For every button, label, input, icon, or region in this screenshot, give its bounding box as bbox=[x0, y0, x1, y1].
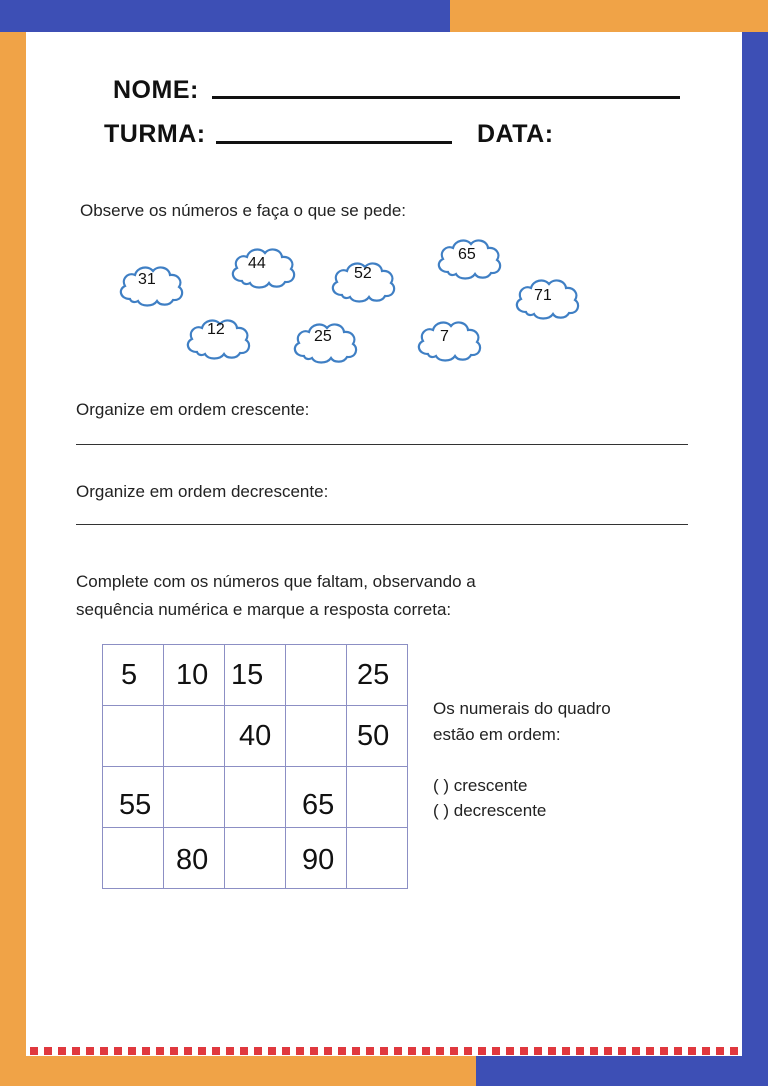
nome-label: NOME: bbox=[113, 76, 199, 104]
grid-row bbox=[103, 828, 408, 889]
grid-cell-empty[interactable] bbox=[164, 767, 225, 828]
grid-row bbox=[103, 706, 408, 767]
grid-cell bbox=[103, 767, 164, 828]
grid-question-line2: estão em ordem: bbox=[433, 725, 561, 744]
frame-bottom-orange bbox=[26, 1056, 476, 1086]
cloud bbox=[183, 314, 253, 362]
grid-number: 80 bbox=[176, 844, 209, 876]
grid-row bbox=[103, 767, 408, 828]
grid-cell-empty[interactable] bbox=[164, 706, 225, 767]
cloud-number: 31 bbox=[138, 271, 156, 288]
frame-left-orange bbox=[0, 32, 26, 1086]
cloud bbox=[228, 243, 298, 291]
cloud bbox=[414, 316, 484, 364]
grid-cell bbox=[286, 767, 347, 828]
option-decrescente[interactable]: ( ) decrescente bbox=[433, 801, 547, 820]
cloud-number: 12 bbox=[207, 321, 225, 338]
frame-top-blue bbox=[0, 0, 450, 32]
data-label: DATA: bbox=[477, 120, 554, 148]
turma-label: TURMA: bbox=[104, 120, 206, 148]
grid-cell-empty[interactable] bbox=[103, 828, 164, 889]
frame-bottom-blue bbox=[476, 1056, 742, 1086]
turma-field[interactable] bbox=[216, 141, 452, 144]
cloud bbox=[116, 261, 186, 309]
complete-instruction-line2: sequência numérica e marque a resposta correta: bbox=[76, 600, 452, 619]
nome-field[interactable] bbox=[212, 96, 680, 99]
cloud bbox=[328, 257, 398, 305]
grid-cell-empty[interactable] bbox=[347, 828, 408, 889]
grid-number: 55 bbox=[119, 789, 152, 821]
grid-cell bbox=[225, 645, 286, 706]
crescente-answer-line[interactable] bbox=[76, 444, 688, 445]
grid-cell bbox=[164, 828, 225, 889]
cloud bbox=[434, 234, 504, 282]
decorative-dashed-border bbox=[30, 1047, 738, 1055]
grid-cell bbox=[103, 645, 164, 706]
grid-number: 40 bbox=[239, 720, 272, 752]
grid-number: 50 bbox=[357, 720, 390, 752]
cloud-number: 65 bbox=[458, 246, 476, 263]
cloud bbox=[290, 318, 360, 366]
cloud-icon bbox=[414, 316, 484, 364]
grid-number: 90 bbox=[302, 844, 335, 876]
grid-cell bbox=[286, 828, 347, 889]
grid-cell-empty[interactable] bbox=[286, 645, 347, 706]
grid-question-line1: Os numerais do quadro bbox=[433, 699, 611, 718]
complete-instruction-line1: Complete com os números que faltam, observando a bbox=[76, 572, 476, 591]
crescente-instruction: Organize em ordem crescente: bbox=[76, 400, 310, 419]
grid-number: 10 bbox=[176, 659, 209, 691]
grid-number: 15 bbox=[231, 659, 264, 691]
number-grid bbox=[102, 644, 408, 889]
grid-row bbox=[103, 645, 408, 706]
observe-instruction: Observe os números e faça o que se pede: bbox=[80, 201, 407, 220]
decrescente-instruction: Organize em ordem decrescente: bbox=[76, 482, 329, 501]
cloud-number: 44 bbox=[248, 255, 266, 272]
grid-cell-empty[interactable] bbox=[347, 767, 408, 828]
grid-cell bbox=[347, 706, 408, 767]
option-crescente[interactable]: ( ) crescente bbox=[433, 776, 528, 795]
grid-cell-empty[interactable] bbox=[103, 706, 164, 767]
cloud-number: 52 bbox=[354, 265, 372, 282]
grid-cell-empty[interactable] bbox=[225, 767, 286, 828]
cloud-number: 7 bbox=[440, 328, 449, 345]
grid-cell-empty[interactable] bbox=[225, 828, 286, 889]
grid-number: 5 bbox=[121, 659, 138, 691]
cloud bbox=[512, 274, 582, 322]
cloud-number: 71 bbox=[534, 287, 552, 304]
grid-cell bbox=[164, 645, 225, 706]
cloud-number: 25 bbox=[314, 328, 332, 345]
grid-number: 25 bbox=[357, 659, 390, 691]
grid-cell bbox=[347, 645, 408, 706]
grid-cell bbox=[225, 706, 286, 767]
frame-right-blue bbox=[742, 32, 768, 1086]
frame-top-orange bbox=[450, 0, 768, 32]
grid-cell-empty[interactable] bbox=[286, 706, 347, 767]
decrescente-answer-line[interactable] bbox=[76, 524, 688, 525]
grid-number: 65 bbox=[302, 789, 335, 821]
